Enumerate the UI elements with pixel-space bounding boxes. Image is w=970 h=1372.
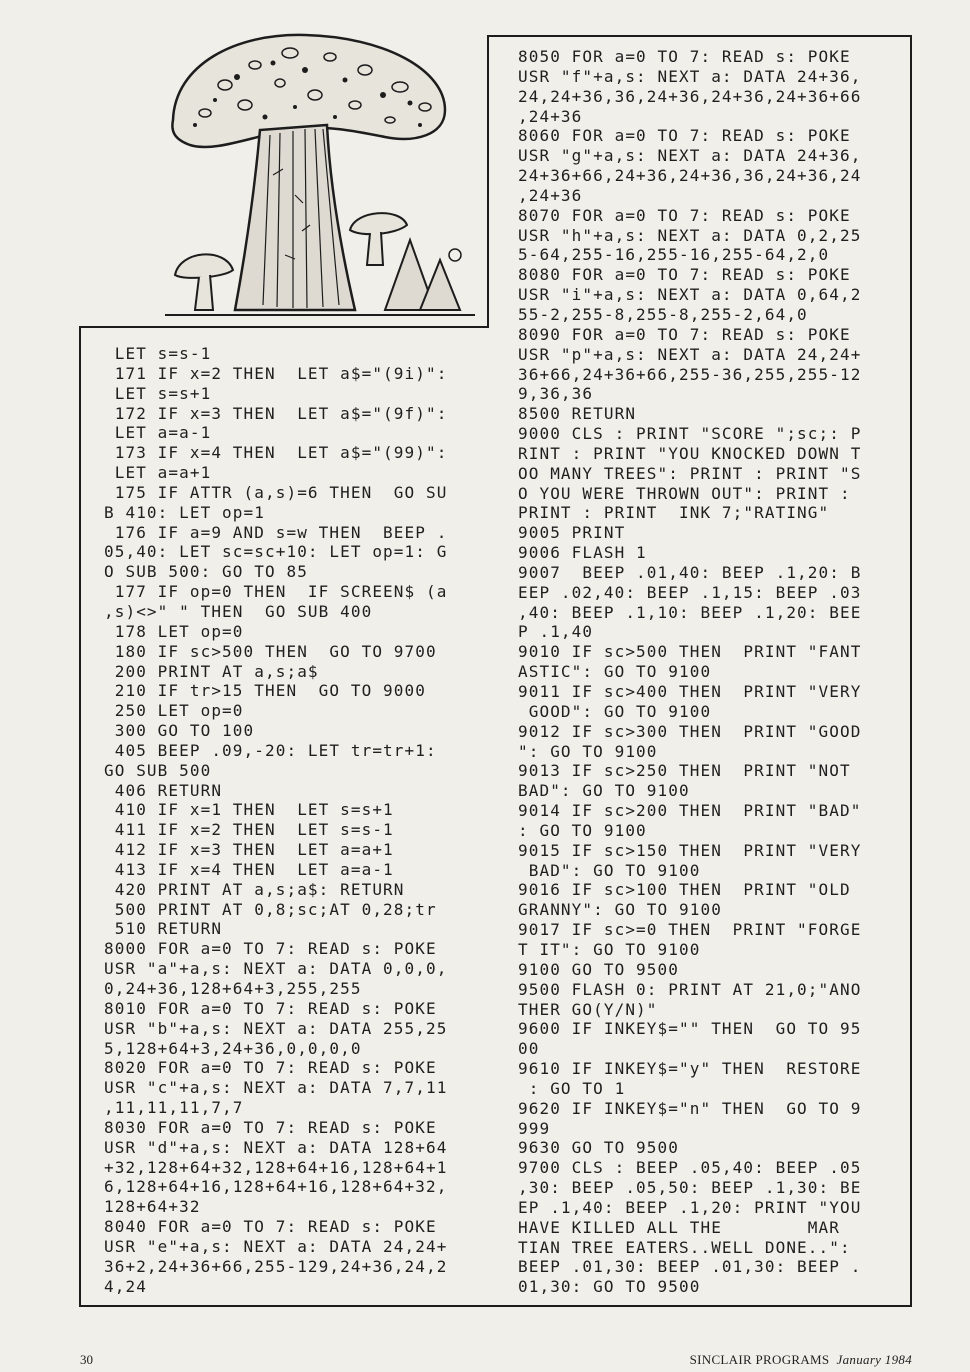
code-line: 01,30: GO TO 9500 — [518, 1277, 701, 1297]
code-line: 8500 RETURN — [518, 404, 637, 424]
code-line: 406 RETURN — [104, 780, 223, 800]
code-line: ,24+36 — [518, 106, 583, 126]
code-line: 173 IF x=4 THEN LET a$="(99)": — [104, 443, 448, 463]
code-line: LET s=s-1 — [104, 344, 212, 363]
code-line: 9620 IF INKEY$="n" THEN GO TO 9 — [518, 1098, 862, 1118]
code-line: 9012 IF sc>300 THEN PRINT "GOOD — [518, 721, 862, 741]
code-line: 8080 FOR a=0 TO 7: READ s: POKE — [518, 265, 851, 285]
code-line: 4,24 — [104, 1276, 147, 1296]
code-line: 9100 GO TO 9500 — [518, 959, 679, 979]
code-line: 128+64+32 — [104, 1197, 201, 1217]
code-line: 9017 IF sc>=0 THEN PRINT "FORGE — [518, 920, 862, 940]
code-line: 00 — [518, 1039, 540, 1059]
code-line: BAD": GO TO 9100 — [518, 781, 690, 801]
code-line: : GO TO 9100 — [518, 820, 647, 840]
code-line: 210 IF tr>15 THEN GO TO 9000 — [104, 681, 426, 701]
code-line: O YOU WERE THROWN OUT": PRINT : — [518, 483, 851, 503]
code-line: 172 IF x=3 THEN LET a$="(9f)": — [104, 403, 448, 423]
code-line: THER GO(Y/N)" — [518, 999, 658, 1019]
code-line: USR "h"+a,s: NEXT a: DATA 0,2,25 — [518, 225, 862, 245]
code-line: 250 LET op=0 — [104, 701, 244, 721]
code-line: EP .1,40: BEEP .1,20: PRINT "YOU — [518, 1197, 862, 1217]
code-line: USR "b"+a,s: NEXT a: DATA 255,25 — [104, 1018, 448, 1038]
code-line: LET a=a-1 — [104, 423, 212, 443]
code-line: 9005 PRINT — [518, 523, 626, 543]
code-line: 300 GO TO 100 — [104, 721, 255, 741]
code-line: ,11,11,11,7,7 — [104, 1098, 244, 1118]
code-line: 176 IF a=9 AND s=w THEN BEEP . — [104, 522, 448, 542]
code-line: 24,24+36,36,24+36,24+36,24+36+66 — [518, 86, 862, 106]
code-line: 6,128+64+16,128+64+16,128+64+32, — [104, 1177, 448, 1197]
code-line: 9600 IF INKEY$="" THEN GO TO 95 — [518, 1019, 862, 1039]
code-line: 9007 BEEP .01,40: BEEP .1,20: B — [518, 562, 862, 582]
code-line: 24+36+66,24+36,24+36,36,24+36,24 — [518, 166, 862, 186]
code-line: BEEP .01,30: BEEP .01,30: BEEP . — [518, 1257, 862, 1277]
code-line: USR "p"+a,s: NEXT a: DATA 24,24+ — [518, 344, 862, 364]
code-line: 175 IF ATTR (a,s)=6 THEN GO SU — [104, 482, 448, 502]
code-line: 180 IF sc>500 THEN GO TO 9700 — [104, 641, 437, 661]
code-line: USR "i"+a,s: NEXT a: DATA 0,64,2 — [518, 285, 862, 305]
code-line: 9630 GO TO 9500 — [518, 1138, 679, 1158]
code-line: 9006 FLASH 1 — [518, 543, 647, 563]
code-line: ,s)<>" " THEN GO SUB 400 — [104, 601, 373, 621]
code-line: 9000 CLS : PRINT "SCORE ";sc;: P — [518, 424, 862, 444]
code-line: +32,128+64+32,128+64+16,128+64+1 — [104, 1157, 448, 1177]
code-line: PRINT : PRINT INK 7;"RATING" — [518, 503, 830, 523]
code-line: BAD": GO TO 9100 — [518, 860, 701, 880]
code-line: O SUB 500: GO TO 85 — [104, 562, 308, 582]
mushroom-tree-illustration — [155, 25, 485, 325]
code-line: 8060 FOR a=0 TO 7: READ s: POKE — [518, 126, 851, 146]
code-line: 8000 FOR a=0 TO 7: READ s: POKE — [104, 939, 437, 959]
code-line: 8070 FOR a=0 TO 7: READ s: POKE — [518, 205, 851, 225]
code-line: ASTIC": GO TO 9100 — [518, 662, 712, 682]
code-line: 9700 CLS : BEEP .05,40: BEEP .05 — [518, 1158, 862, 1178]
code-line: USR "g"+a,s: NEXT a: DATA 24+36, — [518, 146, 862, 166]
code-line: RINT : PRINT "YOU KNOCKED DOWN T — [518, 443, 862, 463]
code-line: 412 IF x=3 THEN LET a=a+1 — [104, 840, 394, 860]
code-line: 171 IF x=2 THEN LET a$="(9i)": — [104, 363, 448, 383]
publication-footer — [690, 1352, 912, 1368]
code-line: 510 RETURN — [104, 919, 223, 939]
code-line: 177 IF op=0 THEN IF SCREEN$ (a — [104, 582, 448, 602]
code-line: 413 IF x=4 THEN LET a=a-1 — [104, 859, 394, 879]
code-line: 36+2,24+36+66,255-129,24+36,24,2 — [104, 1256, 448, 1276]
code-line: 200 PRINT AT a,s;a$ — [104, 661, 319, 681]
code-line: USR "f"+a,s: NEXT a: DATA 24+36, — [518, 66, 862, 86]
code-line: GO SUB 500 — [104, 760, 212, 780]
code-line: 55-2,255-8,255-8,255-2,64,0 — [518, 304, 808, 324]
code-line: USR "d"+a,s: NEXT a: DATA 128+64 — [104, 1137, 448, 1157]
code-line: ,30: BEEP .05,50: BEEP .1,30: BE — [518, 1178, 862, 1198]
code-line: 420 PRINT AT a,s;a$: RETURN — [104, 879, 405, 899]
code-line: 9014 IF sc>200 THEN PRINT "BAD" — [518, 801, 862, 821]
code-line: 405 BEEP .09,-20: LET tr=tr+1: — [104, 740, 437, 760]
code-line: 410 IF x=1 THEN LET s=s+1 — [104, 800, 394, 820]
code-line: ,24+36 — [518, 185, 583, 205]
code-line: T IT": GO TO 9100 — [518, 939, 701, 959]
code-line: 8090 FOR a=0 TO 7: READ s: POKE — [518, 324, 851, 344]
code-line: 9015 IF sc>150 THEN PRINT "VERY — [518, 840, 862, 860]
code-line: 9016 IF sc>100 THEN PRINT "OLD — [518, 880, 851, 900]
code-line: 5,128+64+3,24+36,0,0,0,0 — [104, 1038, 362, 1058]
code-line: 0,24+36,128+64+3,255,255 — [104, 979, 362, 998]
code-line: EEP .02,40: BEEP .1,15: BEEP .03 — [518, 582, 862, 602]
code-line: 9,36,36 — [518, 384, 594, 404]
code-line: P .1,40 — [518, 622, 594, 642]
code-line: 9011 IF sc>400 THEN PRINT "VERY — [518, 682, 862, 701]
code-line: 178 LET op=0 — [104, 621, 244, 641]
code-line: 8050 FOR a=0 TO 7: READ s: POKE — [518, 47, 851, 66]
right-code-listing — [518, 47, 861, 1297]
code-line: USR "c"+a,s: NEXT a: DATA 7,7,11 — [104, 1078, 448, 1098]
issue-date: January 1984 — [836, 1352, 912, 1367]
code-line: 500 PRINT AT 0,8;sc;AT 0,28;tr — [104, 899, 437, 919]
code-line: 8030 FOR a=0 TO 7: READ s: POKE — [104, 1117, 437, 1137]
code-line: TIAN TREE EATERS..WELL DONE..": — [518, 1237, 851, 1257]
code-line: LET a=a+1 — [104, 463, 212, 483]
code-line: ,40: BEEP .1,10: BEEP .1,20: BEE — [518, 602, 862, 622]
code-line: 9610 IF INKEY$="y" THEN RESTORE — [518, 1059, 862, 1079]
left-code-listing — [104, 344, 447, 1297]
code-line: USR "a"+a,s: NEXT a: DATA 0,0,0, — [104, 959, 448, 979]
code-line: 36+66,24+36+66,255-36,255,255-12 — [518, 364, 862, 384]
code-line: 411 IF x=2 THEN LET s=s-1 — [104, 820, 394, 840]
publication-name: SINCLAIR PROGRAMS — [689, 1352, 830, 1367]
code-line: 8010 FOR a=0 TO 7: READ s: POKE — [104, 998, 437, 1018]
page-number: 30 — [80, 1352, 93, 1367]
code-line: 9500 FLASH 0: PRINT AT 21,0;"ANO — [518, 979, 862, 999]
code-line: LET s=s+1 — [104, 383, 212, 403]
code-line: 9013 IF sc>250 THEN PRINT "NOT — [518, 761, 851, 781]
code-line: 999 — [518, 1118, 551, 1138]
code-line: HAVE KILLED ALL THE MAR — [518, 1217, 840, 1237]
code-line: 8040 FOR a=0 TO 7: READ s: POKE — [104, 1217, 437, 1237]
code-line: OO MANY TREES": PRINT : PRINT "S — [518, 463, 862, 483]
code-line: GOOD": GO TO 9100 — [518, 701, 712, 721]
code-line: 05,40: LET sc=sc+10: LET op=1: G — [104, 542, 448, 562]
code-line: 5-64,255-16,255-16,255-64,2,0 — [518, 245, 830, 265]
code-line: : GO TO 1 — [518, 1078, 626, 1098]
code-line: 9010 IF sc>500 THEN PRINT "FANT — [518, 642, 862, 662]
code-line: GRANNY": GO TO 9100 — [518, 900, 722, 920]
code-line: USR "e"+a,s: NEXT a: DATA 24,24+ — [104, 1236, 448, 1256]
code-line: 8020 FOR a=0 TO 7: READ s: POKE — [104, 1058, 437, 1078]
code-line: ": GO TO 9100 — [518, 741, 658, 761]
code-line: B 410: LET op=1 — [104, 502, 265, 522]
